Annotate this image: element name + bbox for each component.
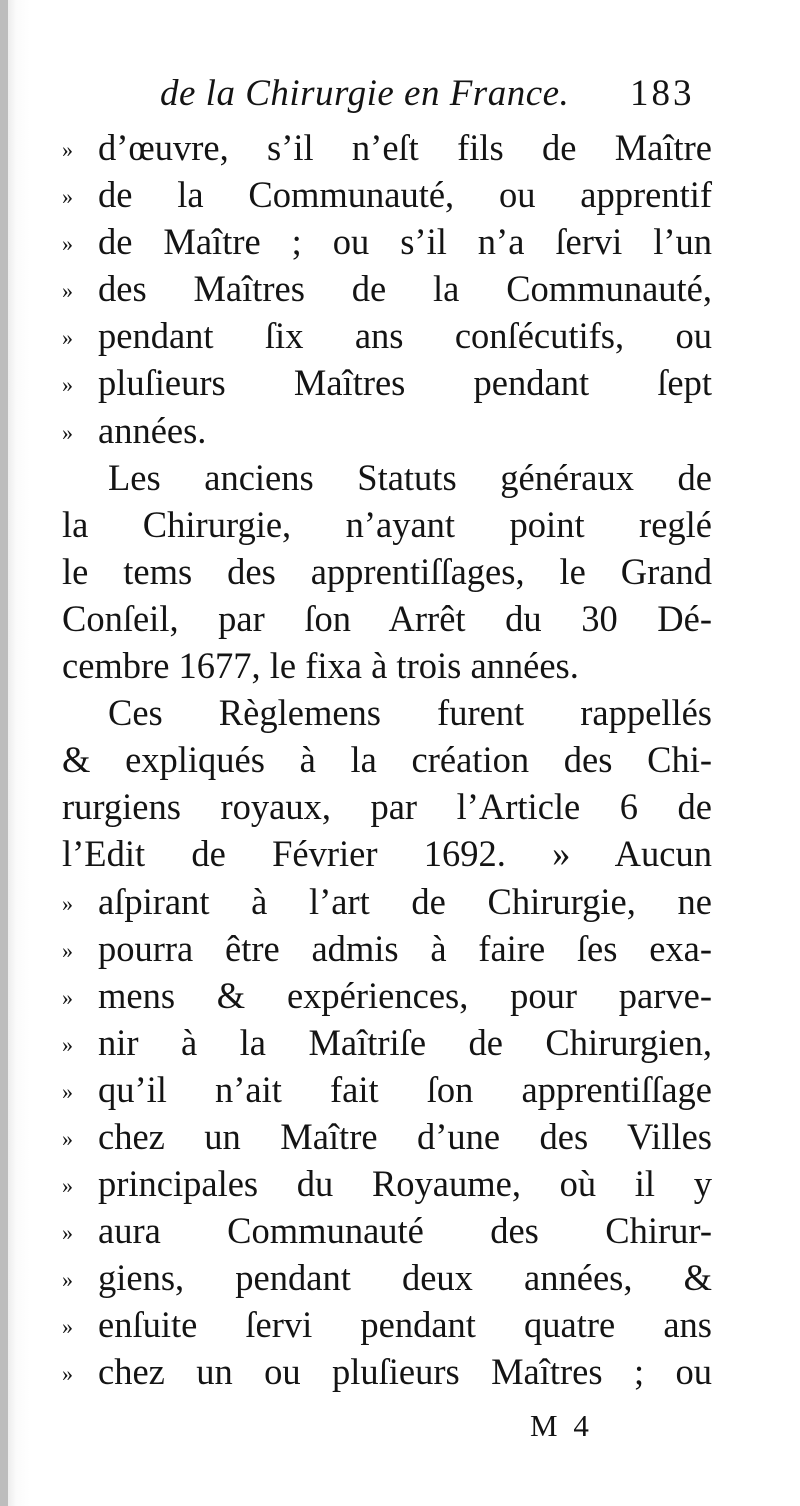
quotation-mark: »: [62, 231, 73, 257]
line-text: pourra être admis à faire ſes exa-: [98, 927, 712, 969]
quotation-mark: »: [62, 1220, 73, 1246]
line-text: de la Communauté, ou apprentif: [98, 174, 712, 216]
text-line: [62, 1066, 712, 1113]
quotation-mark: »: [62, 1078, 73, 1104]
line-text: la Chirurgie, n’ayant point reglé: [62, 503, 712, 545]
quotation-mark: »: [62, 184, 73, 210]
text-line: [62, 1254, 712, 1301]
page-gutter-shadow: [0, 0, 8, 1506]
quotation-mark: »: [62, 372, 73, 398]
quotation-mark: »: [62, 890, 73, 916]
text-line: [62, 124, 712, 171]
quotation-mark: »: [62, 1361, 73, 1387]
text-line: [62, 642, 712, 689]
signature-mark: M 4: [530, 1408, 593, 1443]
quotation-mark: »: [62, 1031, 73, 1057]
line-text: l’Edit de Février 1692. » Aucun: [62, 833, 712, 875]
line-text: qu’il n’ait fait ſon apprentiſſage: [98, 1068, 712, 1110]
line-text: cembre 1677, le fixa à trois années.: [62, 645, 579, 687]
line-text: années.: [98, 409, 207, 451]
line-text: chez un ou pluſieurs Maîtres ; ou: [98, 1351, 712, 1393]
line-text: giens, pendant deux années, &: [98, 1257, 712, 1299]
line-text: principales du Royaume, où il y: [98, 1163, 712, 1205]
line-text: des Maîtres de la Communauté,: [98, 268, 712, 310]
quotation-mark: »: [62, 419, 73, 445]
text-line: [62, 1301, 712, 1348]
text-line: [62, 171, 712, 218]
running-title: de la Chirurgie en France.: [160, 73, 570, 114]
text-line: [62, 689, 712, 736]
line-text: aſpirant à l’art de Chirurgie, ne: [98, 880, 712, 922]
line-text: pluſieurs Maîtres pendant ſept: [98, 362, 712, 404]
text-line: [62, 595, 712, 642]
text-line: [62, 501, 712, 548]
text-line: [62, 1160, 712, 1207]
text-line: [62, 736, 712, 783]
line-text: Les anciens Statuts généraux de: [108, 456, 712, 498]
quotation-mark: »: [62, 137, 73, 162]
quotation-mark: »: [62, 1314, 73, 1340]
text-line: [62, 265, 712, 312]
text-line: [62, 1019, 712, 1066]
line-text: & expliqués à la création des Chi-: [62, 739, 712, 781]
text-line: [62, 783, 712, 830]
page-header: [160, 72, 720, 132]
text-line: [62, 878, 712, 925]
quotation-mark: »: [62, 1267, 73, 1293]
body-text: [62, 124, 712, 1396]
line-text: le tems des apprentiſſages, le Grand: [62, 550, 712, 592]
text-line: [62, 1348, 712, 1395]
line-text: pendant ſix ans conſécutifs, ou: [98, 315, 712, 357]
text-line: [62, 548, 712, 595]
line-text: Conſeil, par ſon Arrêt du 30 Dé-: [62, 597, 712, 639]
line-text: mens & expériences, pour parve-: [98, 974, 712, 1016]
line-text: enſuite ſervi pendant quatre ans: [98, 1304, 712, 1346]
text-line: [62, 972, 712, 1019]
line-text: Ces Règlemens furent rappellés: [108, 692, 712, 734]
line-text: de Maître ; ou s’il n’a ſervi l’un: [98, 221, 712, 263]
quotation-mark: »: [62, 1173, 73, 1199]
quotation-mark: »: [62, 937, 73, 963]
quotation-mark: »: [62, 325, 73, 351]
line-text: nir à la Maîtriſe de Chirurgien,: [98, 1021, 712, 1063]
text-line: [62, 359, 712, 406]
text-line: [62, 454, 712, 501]
line-text: aura Communauté des Chirur-: [98, 1210, 712, 1252]
text-line: [62, 1113, 712, 1160]
text-line: [62, 218, 712, 265]
text-line: [62, 925, 712, 972]
line-text: d’œuvre, s’il n’eſt fils de Maître: [98, 127, 712, 168]
text-line: [62, 312, 712, 359]
text-line: [62, 407, 712, 454]
quotation-mark: »: [62, 1125, 73, 1151]
quotation-mark: »: [62, 984, 73, 1010]
line-text: rurgiens royaux, par l’Article 6 de: [62, 786, 712, 828]
line-text: chez un Maître d’une des Villes: [98, 1115, 712, 1157]
quotation-mark: »: [62, 278, 73, 304]
text-line: [62, 1207, 712, 1254]
page-number: 183: [630, 73, 695, 114]
text-line: [62, 830, 712, 877]
